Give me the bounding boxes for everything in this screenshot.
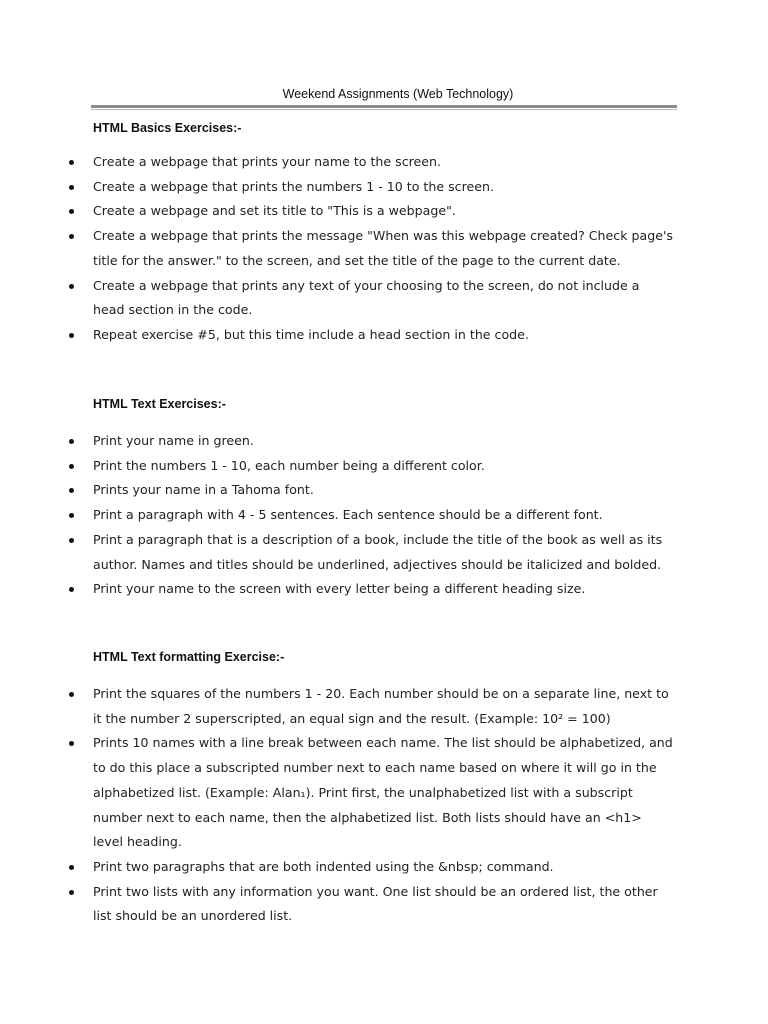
bullet-icon	[69, 538, 74, 543]
bullet-icon	[69, 692, 74, 697]
bullet-icon	[69, 209, 74, 214]
list-item	[0, 150, 673, 175]
section-heading-html-text: HTML Text Exercises:-	[93, 397, 226, 411]
list-item-text: Repeat exercise #5, but this time include a head section in the code.	[93, 326, 529, 342]
list-item-text: Create a webpage that prints the message "When was this webpage created? Check page's title for the answer." to the screen, and set the title of the page to the current date.	[93, 228, 673, 268]
list-item-text: Print your name in green.	[93, 433, 254, 448]
list-item	[0, 199, 673, 224]
list-item-text: Print the numbers 1 - 10, each number being a different color.	[93, 457, 485, 473]
list-item	[0, 323, 673, 348]
list-item-text: Print a paragraph with 4 - 5 sentences. Each sentence should be a different font.	[93, 507, 603, 523]
bullet-icon	[69, 587, 74, 592]
bullet-icon	[69, 284, 74, 289]
list-item	[0, 454, 673, 479]
list-item-text: Print two paragraphs that are both indented using the &nbsp; command.	[93, 858, 554, 874]
bullet-icon	[69, 160, 74, 165]
list-item	[0, 731, 673, 855]
bullet-icon	[69, 513, 74, 518]
bullet-icon	[69, 865, 74, 870]
list-item	[0, 577, 673, 602]
title-underline	[91, 105, 677, 108]
bullet-icon	[69, 890, 74, 895]
bullet-icon	[69, 464, 74, 469]
list-item-text: Print the squares of the numbers 1 - 20. Each number should be on a separate line, next to it the number 2 superscripted, an equal sign and the result. (Example: 10² = 100)	[93, 686, 669, 726]
list-item-text: Prints 10 names with a line break between each name. The list should be alphabetized, and to do this place a subscripted number next to each name based on where it will go in the alphabetized list. (Example: Alan₁). Print first, the unalphabetized list with a subscript number next to each name, then the alphabetized list. Both lists should have an <h1> level heading.	[93, 735, 673, 850]
list-item	[0, 682, 673, 731]
list-item	[0, 880, 673, 929]
list-item	[0, 274, 673, 323]
list-item-text: Print a paragraph that is a description of a book, include the title of the book as well as its author. Names and titles should be underlined, adjectives should be italicized and bolded.	[93, 531, 663, 572]
section-heading-html-text-formatting: HTML Text formatting Exercise:-	[93, 650, 285, 664]
list-item	[0, 478, 673, 503]
list-item	[0, 224, 673, 273]
html-text-list	[0, 429, 768, 602]
bullet-icon	[69, 439, 74, 444]
list-item	[0, 429, 673, 454]
document-title: Weekend Assignments (Web Technology)	[282, 87, 514, 101]
bullet-icon	[69, 333, 74, 338]
list-item	[0, 503, 673, 528]
list-item-text: Print your name to the screen with every letter being a different heading size.	[93, 581, 586, 597]
list-item-text: Prints your name in a Tahoma font.	[93, 482, 314, 498]
bullet-icon	[69, 741, 74, 746]
list-item-text: Create a webpage that prints the numbers 1 - 10 to the screen.	[93, 178, 494, 194]
bullet-icon	[69, 185, 74, 190]
list-item-text: Create a webpage that prints your name to the screen.	[93, 154, 442, 169]
list-item-text: Create a webpage that prints any text of your choosing to the screen, do not include a head section in the code.	[93, 277, 640, 318]
bullet-icon	[69, 234, 74, 239]
list-item	[0, 855, 673, 880]
title-underline-thin	[91, 109, 677, 110]
html-basics-list	[0, 150, 768, 348]
section-heading-html-basics: HTML Basics Exercises:-	[93, 121, 242, 135]
list-item	[0, 175, 673, 200]
html-text-formatting-list	[0, 682, 768, 929]
list-item-text: Create a webpage and set its title to "This is a webpage".	[93, 203, 456, 219]
list-item-text: Print two lists with any information you want. One list should be an ordered list, the other list should be an unordered list.	[93, 883, 658, 924]
bullet-icon	[69, 488, 74, 493]
list-item	[0, 528, 673, 577]
